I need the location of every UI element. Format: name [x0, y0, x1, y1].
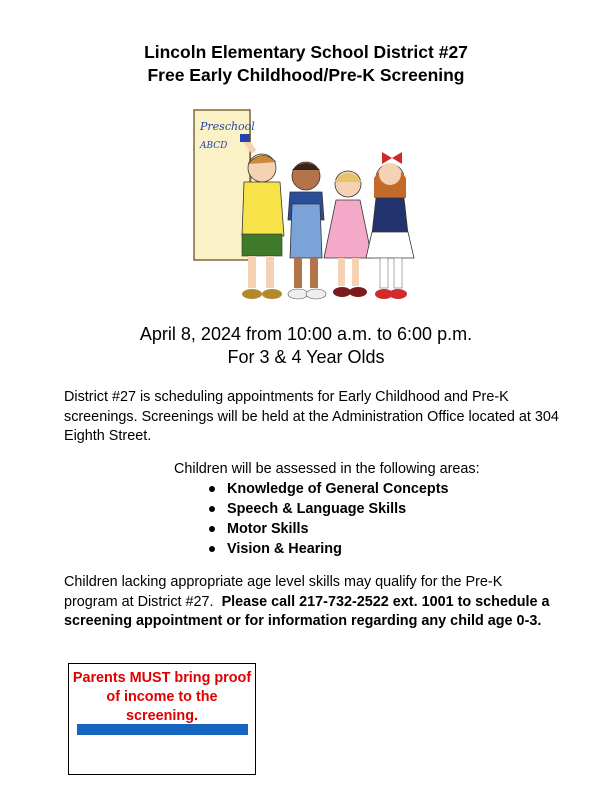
event-details — [0, 323, 612, 369]
board-text: Preschool — [200, 120, 255, 133]
income-notice-text: Parents MUST bring proof of income to the screening. — [72, 670, 252, 724]
title-line-2: Free Early Childhood/Pre-K Screening — [147, 65, 465, 85]
assessment-section — [174, 459, 574, 559]
title-line-1: Lincoln Elementary School District #27 — [144, 42, 468, 62]
closing-paragraph — [64, 573, 552, 632]
page-title — [0, 41, 612, 87]
intro-paragraph: District #27 is scheduling appointments for Early Childhood and Pre-K screenings. Screenings will be held at the Administration Office located at 304 Eighth Street. — [64, 389, 559, 445]
assessment-heading: Children will be assessed in the following areas: — [174, 461, 480, 477]
event-ages: For 3 & 4 Year Olds — [227, 347, 385, 367]
closing-text: Children lacking appropriate age level skills may qualify for the Pre-K program at District #27. — [64, 574, 503, 610]
preschool-children-illustration — [192, 108, 424, 308]
closing-contact-text: Please call 217-732-2522 ext. 1001 to schedule a screening appointment or for information regarding any child age 0-3. — [64, 593, 550, 630]
list-item: Vision & Hearing — [174, 539, 574, 559]
notice-divider-bar — [77, 724, 248, 735]
list-item: Knowledge of General Concepts — [174, 479, 574, 499]
list-item: Speech & Language Skills — [174, 499, 574, 519]
income-notice-box — [68, 663, 256, 775]
event-date-time: April 8, 2024 from 10:00 a.m. to 6:00 p.m. — [139, 324, 473, 344]
list-item: Motor Skills — [174, 519, 574, 539]
board-scribble: ABCD — [200, 141, 228, 151]
assessment-list — [174, 479, 574, 559]
